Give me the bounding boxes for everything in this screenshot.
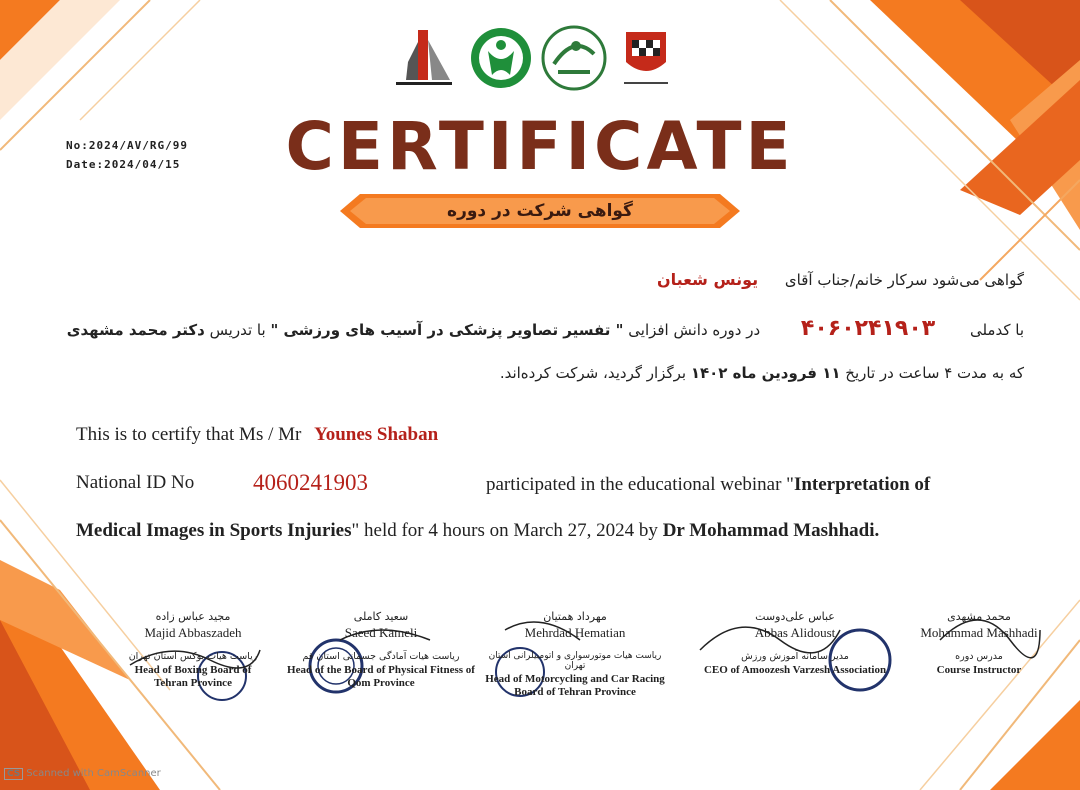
subtitle-fa: گواهی شرکت در دوره: [447, 201, 633, 221]
signatory-4-role-fa: مدیر سامانه آموزش ورزش: [741, 651, 849, 662]
en-held-text: " held for 4 hours on March 27, 2024 by: [351, 520, 663, 541]
en-national-id: 4060241903: [253, 470, 368, 495]
scanner-watermark: [4, 768, 161, 780]
signatory-5: [884, 610, 1074, 677]
en-name: Younes Shaban: [314, 424, 439, 445]
camscanner-icon: CS: [4, 768, 23, 780]
certificate-title: CERTIFICATE: [285, 108, 795, 185]
signatory-4-name-fa: عباس علی‌دوست: [755, 610, 835, 623]
fa-course-title: " تفسیر تصاویر پزشکی در آسیب های ورزشی ": [270, 321, 624, 339]
certificate-date: Date:2024/04/15: [66, 158, 181, 171]
signatory-5-name-fa: محمد مشهدی: [947, 610, 1011, 623]
signatory-1-role-fa: رياست هيات بوكس استان تهران: [128, 651, 258, 662]
certificate-number: No:2024/AV/RG/99: [66, 139, 188, 152]
signatory-2: [286, 610, 476, 690]
signatory-2-role-en: Head of the Board of Physical Fitness of Qom Province: [287, 664, 475, 689]
persian-line-3: [500, 364, 1024, 382]
signatory-1-role-en: Head of Boxing Board of Tehran Province: [134, 664, 252, 689]
signatory-5-role-fa: مدرس دوره: [955, 651, 1003, 662]
persian-line-1: [657, 270, 1024, 289]
signatory-2-name-en: Saeed Kameli: [344, 625, 418, 640]
fa-line3-date: ۱۱ فرودین ماه ۱۴۰۲: [690, 364, 841, 382]
signatory-2-role-fa: رياست هيات آمادگی جسمانی استان قم: [302, 651, 460, 662]
english-line-1: [76, 424, 438, 446]
signatory-2-name-fa: سعید کاملی: [353, 610, 409, 623]
fa-national-id: ۴۰۶۰۲۴۱۹۰۳: [800, 316, 936, 341]
persian-line-2: [64, 316, 1024, 341]
scanner-text: Scanned with CamScanner: [26, 768, 161, 779]
english-participated: [486, 474, 930, 496]
tehran-municipality-logo: [388, 22, 460, 94]
fa-name: یونس شعبان: [656, 270, 759, 289]
signatory-3: [480, 610, 670, 699]
signatory-4-role-en: CEO of Amoozesh Varzesh Association: [703, 664, 887, 676]
fa-teacher: دکتر محمد مشهدی: [66, 321, 205, 339]
english-line-3: [76, 520, 879, 542]
signatory-1-name-en: Majid Abbaszadeh: [144, 625, 242, 640]
english-id-label: National ID No: [76, 472, 195, 493]
fa-line3-prefix: که به مدت ۴ ساعت در تاریخ: [845, 364, 1024, 382]
en-certify-text: This is to certify that Ms / Mr: [76, 424, 302, 445]
signatory-3-name-fa: مهرداد همتیان: [543, 610, 607, 623]
signatory-3-name-en: Mehrdad Hematian: [524, 625, 626, 640]
fa-course-prefix: در دوره دانش افزایی: [628, 321, 761, 339]
signatory-3-role-en: Head of Motorcycling and Car Racing Board of Tehran Province: [485, 673, 665, 698]
fa-teacher-prefix: با تدریس: [209, 321, 266, 339]
motorcycling-board-logo: [616, 22, 676, 94]
signatory-5-name-en: Mohammad Mashhadi: [920, 625, 1038, 640]
fa-line3-suffix: برگزار گردید، شرکت کرده‌اند.: [499, 364, 687, 382]
signatory-5-role-en: Course Instructor: [936, 664, 1022, 676]
en-participated-text: participated in the educational webinar ": [486, 474, 794, 495]
signatory-4: [700, 610, 890, 677]
amoozesh-varzesh-logo: [540, 22, 608, 94]
sports-federation-logo: [468, 22, 534, 94]
fa-certify-text: گواهی می‌شود سرکار خانم/جناب آقای: [784, 271, 1024, 289]
signatory-1: [98, 610, 288, 690]
en-course-part1: Interpretation of: [793, 474, 931, 495]
fa-id-label: با کدملی: [969, 321, 1024, 339]
en-course-part2: Medical Images in Sports Injuries: [76, 520, 352, 541]
signatory-4-name-en: Abbas Alidoust: [754, 625, 836, 640]
signatory-1-name-fa: مجید عباس زاده: [155, 610, 231, 623]
signatory-3-role-fa: رياست هيات موتورسواری و اتومبیلرانی استان تهران: [488, 651, 662, 671]
en-teacher: Dr Mohammad Mashhadi.: [662, 520, 880, 541]
logo-row: [380, 22, 680, 97]
